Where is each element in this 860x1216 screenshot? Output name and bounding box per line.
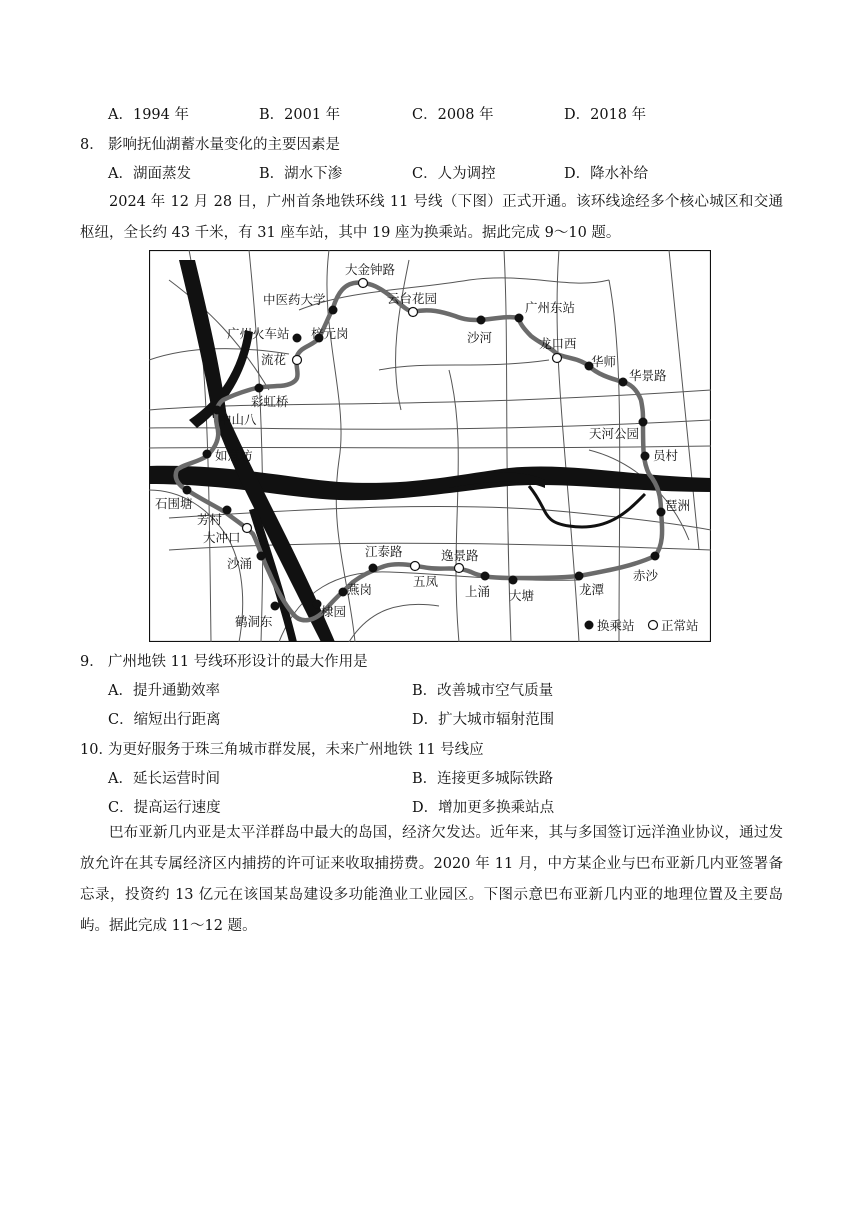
q7-option-a: A．1994 年 (108, 107, 189, 123)
station-label-tianhegongyuan: 天河公园 (589, 426, 640, 441)
station-marker-dajinzhonglu (359, 279, 368, 288)
station-label-huajinglu: 华景路 (629, 368, 667, 383)
station-label-shayong: 沙涌 (227, 556, 253, 571)
station-label-yuancun: 员村 (653, 448, 679, 463)
station-label-fangcun: 芳村 (197, 512, 223, 527)
station-label-shiweitang: 石围塘 (155, 496, 193, 511)
station-marker-yuancun (641, 452, 650, 461)
station-label-caihongqiao: 彩虹桥 (251, 394, 289, 409)
station-label-ruyifang: 如意坊 (215, 448, 253, 463)
station-marker-longkouxi (553, 354, 562, 363)
station-marker-shayong (257, 552, 266, 561)
station-label-zhongyiyaodaxue: 中医药大学 (263, 292, 326, 307)
station-marker-hedongdong (271, 602, 280, 611)
q9-number: 9． (80, 654, 104, 670)
q10-option-a: A．延长运营时间 (108, 771, 220, 787)
station-marker-zhongyiyaodaxue (329, 306, 338, 315)
station-label-zhiyuangang: 梓元岗 (311, 326, 349, 341)
station-label-shahe: 沙河 (467, 330, 493, 345)
station-marker-jiangtailu (369, 564, 378, 573)
station-marker-guangzhoudongzhan (515, 314, 524, 323)
station-label-liuhua: 流花 (261, 352, 287, 367)
station-label-zhongshanba: 中山八 (219, 412, 257, 427)
station-marker-shiweitang (183, 486, 192, 495)
station-label-dajinzhonglu: 大金钟路 (345, 262, 396, 277)
station-marker-huajinglu (619, 378, 628, 387)
legend-normal-label: 正常站 (661, 618, 699, 633)
legend-transfer-marker (585, 621, 594, 630)
station-marker-dachongkou (243, 524, 252, 533)
station-marker-wufeng (411, 562, 420, 571)
q8-option-d: D．降水补给 (564, 166, 649, 182)
q10-option-b: B．连接更多城际铁路 (412, 771, 554, 787)
station-marker-ruyifang (203, 450, 212, 459)
q9-stem: 广州地铁 11 号线环形设计的最大作用是 (108, 654, 368, 670)
passage-png: 巴布亚新几内亚是太平洋群岛中最大的岛国，经济欠发达。近年来，其与多国签订远洋渔业协议，通过发放允许在其专属经济区内捕捞的许可证来收取捕捞费。2020 年 11 月，中方某企业与巴布亚新几内亚签署备忘录，投资约 13 亿元在该国某岛建设多功能渔业工业园区。下图示意巴布亚新几内亚的地理位置及主要岛屿。据此完成 11～12 题。 (80, 825, 783, 934)
station-marker-yuntaihuayuan (409, 308, 418, 317)
q9-option-a: A．提升通勤效率 (108, 683, 220, 699)
metro-line-11-map (149, 250, 711, 642)
station-label-shangyong: 上涌 (465, 584, 491, 599)
q10-option-c: C．提高运行速度 (108, 800, 221, 816)
station-label-huashi: 华师 (591, 354, 617, 369)
q9-option-c: C．缩短出行距离 (108, 712, 221, 728)
station-marker-yijinglu (455, 564, 464, 573)
station-label-yuntaihuayuan: 云台花园 (387, 291, 438, 306)
legend-normal-marker (649, 621, 658, 630)
station-label-dachongkou: 大冲口 (203, 530, 241, 545)
q7-option-b: B．2001 年 (259, 107, 341, 123)
station-marker-datang (509, 576, 518, 585)
q9-option-d: D．扩大城市辐射范围 (412, 712, 555, 728)
legend-transfer-label: 换乘站 (597, 618, 635, 633)
q9-option-b: B．改善城市空气质量 (412, 683, 554, 699)
station-label-wufeng: 五凤 (413, 574, 439, 589)
station-marker-fangcun (223, 506, 232, 515)
station-label-chisha: 赤沙 (633, 568, 659, 583)
passage-metro: 2024 年 12 月 28 日，广州首条地铁环线 11 号线（下图）正式开通。该环线途经多个核心城区和交通枢纽，全长约 43 千米，有 31 座车站，其中 19 座为换乘站。据此完成 9～10 题。 (80, 194, 783, 241)
station-label-longkouxi: 龙口西 (539, 336, 577, 351)
station-marker-tianhegongyuan (639, 418, 648, 427)
station-label-guangzhouhuochezhan: 广州火车站 (227, 326, 290, 341)
station-label-yijinglu: 逸景路 (441, 548, 479, 563)
station-label-yangang: 燕岗 (347, 582, 373, 597)
q10-stem: 为更好服务于珠三角城市群发展，未来广州地铁 11 号线应 (108, 742, 484, 758)
station-marker-guangzhouhuochezhan (293, 334, 302, 343)
station-label-pazhou: 琶洲 (665, 498, 691, 513)
station-marker-shangyong (481, 572, 490, 581)
q7-option-c: C．2008 年 (412, 107, 494, 123)
q8-number: 8． (80, 137, 104, 153)
station-marker-liuhua (293, 356, 302, 365)
station-marker-shahe (477, 316, 486, 325)
q10-option-d: D．增加更多换乘站点 (412, 800, 555, 816)
station-label-datang: 大塘 (509, 588, 535, 603)
station-label-longtan: 龙潭 (579, 582, 605, 597)
station-label-guangzhoudongzhan: 广州东站 (525, 300, 576, 315)
station-label-hedongdong: 鹤洞东 (235, 614, 273, 629)
station-marker-chisha (651, 552, 660, 561)
q8-option-a: A．湖面蒸发 (108, 166, 191, 182)
q8-option-b: B．湖水下渗 (259, 166, 343, 182)
q10-number: 10． (80, 742, 113, 758)
station-label-jiangtailu: 江泰路 (365, 544, 403, 559)
q8-stem: 影响抚仙湖蓄水量变化的主要因素是 (108, 137, 340, 153)
station-marker-longtan (575, 572, 584, 581)
station-marker-caihongqiao (255, 384, 264, 393)
q7-option-d: D．2018 年 (564, 107, 647, 123)
q8-option-c: C．人为调控 (412, 166, 496, 182)
station-label-diyuan: 棣园 (321, 604, 347, 619)
